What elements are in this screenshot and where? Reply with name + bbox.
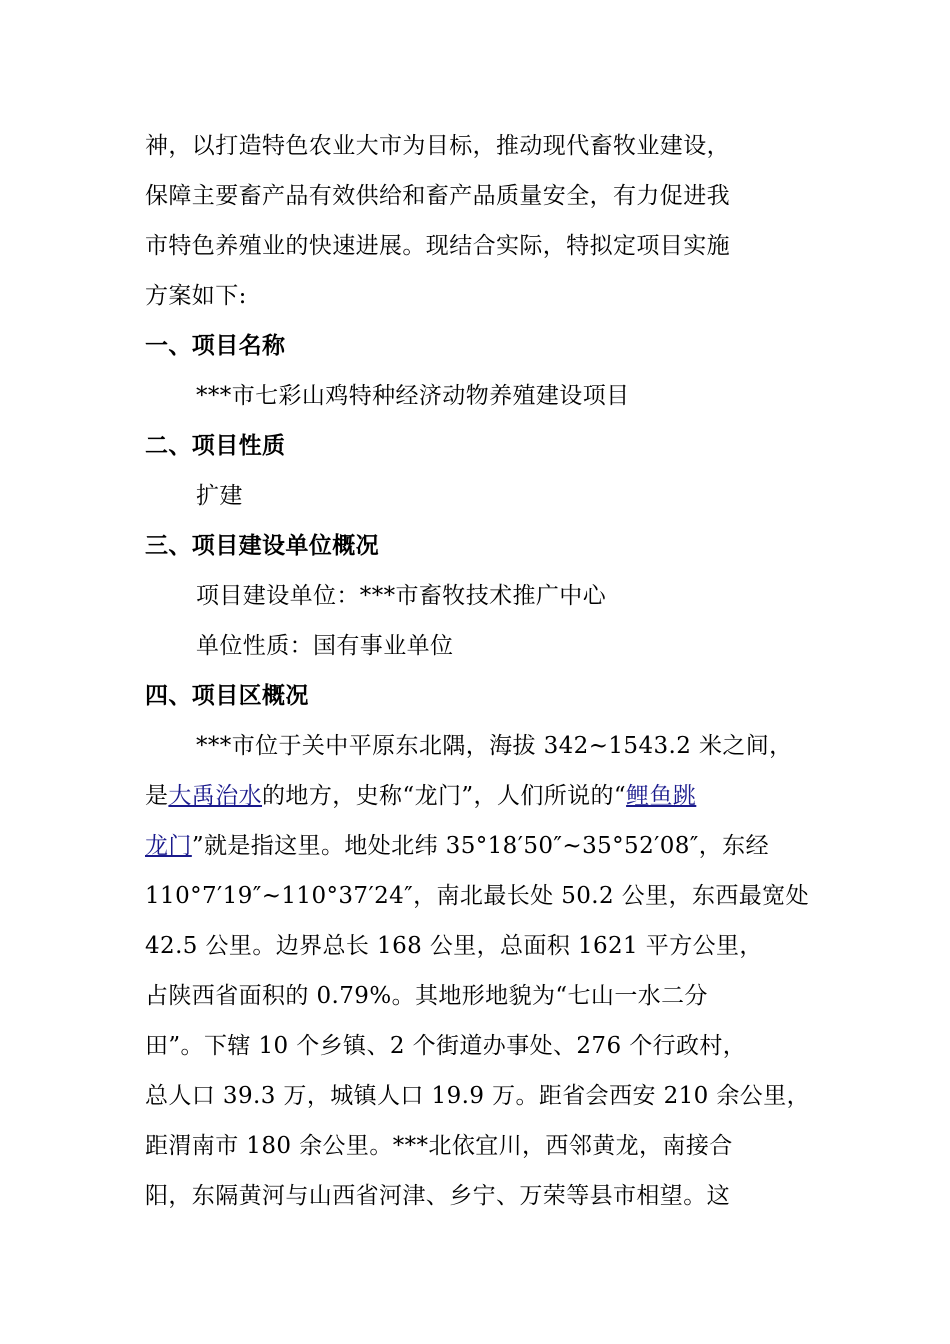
section-heading-2: 二、项目性质	[145, 432, 286, 459]
body-line: 神，以打造特色农业大市为目标，推动现代畜牧业建设，	[145, 133, 730, 159]
body-line: 方案如下:	[145, 283, 247, 309]
body-line	[145, 828, 769, 864]
link-dayu-zhishui[interactable]: 大禹治水	[168, 783, 263, 809]
body-line: 阳，东隔黄河与山西省河津、乡宁、万荣等县市相望。这	[145, 1183, 730, 1209]
body-line: 市特色养殖业的快速进展。现结合实际，特拟定项目实施	[145, 233, 730, 259]
section-heading-3: 三、项目建设单位概况	[145, 532, 379, 559]
section-heading-4: 四、项目区概况	[145, 682, 309, 709]
body-line	[145, 778, 696, 814]
body-line: 110°7′19″~110°37′24″，南北最长处 50.2 公里，东西最宽处	[145, 883, 809, 909]
section-heading-1: 一、项目名称	[145, 332, 286, 359]
body-line: 占陕西省面积的 0.79%。其地形地貌为“七山一水二分	[145, 983, 708, 1009]
project-name: ***市七彩山鸡特种经济动物养殖建设项目	[196, 383, 630, 409]
unit-nature: 单位性质：国有事业单位	[196, 633, 454, 659]
body-line: 总人口 39.3 万，城镇人口 19.9 万。距省会西安 210 余公里，	[145, 1083, 810, 1109]
text-span: 的地方，史称“龙门”，人们所说的“	[262, 783, 627, 809]
construction-unit: 项目建设单位：***市畜牧技术推广中心	[196, 583, 607, 609]
body-line: 保障主要畜产品有效供给和畜产品质量安全，有力促进我	[145, 183, 730, 209]
body-line: 42.5 公里。边界总长 168 公里，总面积 1621 平方公里，	[145, 933, 763, 959]
body-line: 田”。下辖 10 个乡镇、2 个街道办事处、276 个行政村，	[145, 1033, 747, 1059]
project-nature: 扩建	[196, 483, 243, 509]
text-span: 是	[145, 783, 169, 809]
body-line: ***市位于关中平原东北隅，海拔 342~1543.2 米之间，	[196, 733, 793, 759]
link-liyu-tiao-longmen-cont[interactable]: 龙门	[145, 833, 192, 859]
link-liyu-tiao-longmen[interactable]: 鲤鱼跳	[626, 783, 697, 809]
text-span: ”就是指这里。地处北纬 35°18′50″~35°52′08″，东经	[191, 833, 769, 859]
body-line: 距渭南市 180 余公里。***北依宜川，西邻黄龙，南接合	[145, 1133, 733, 1159]
